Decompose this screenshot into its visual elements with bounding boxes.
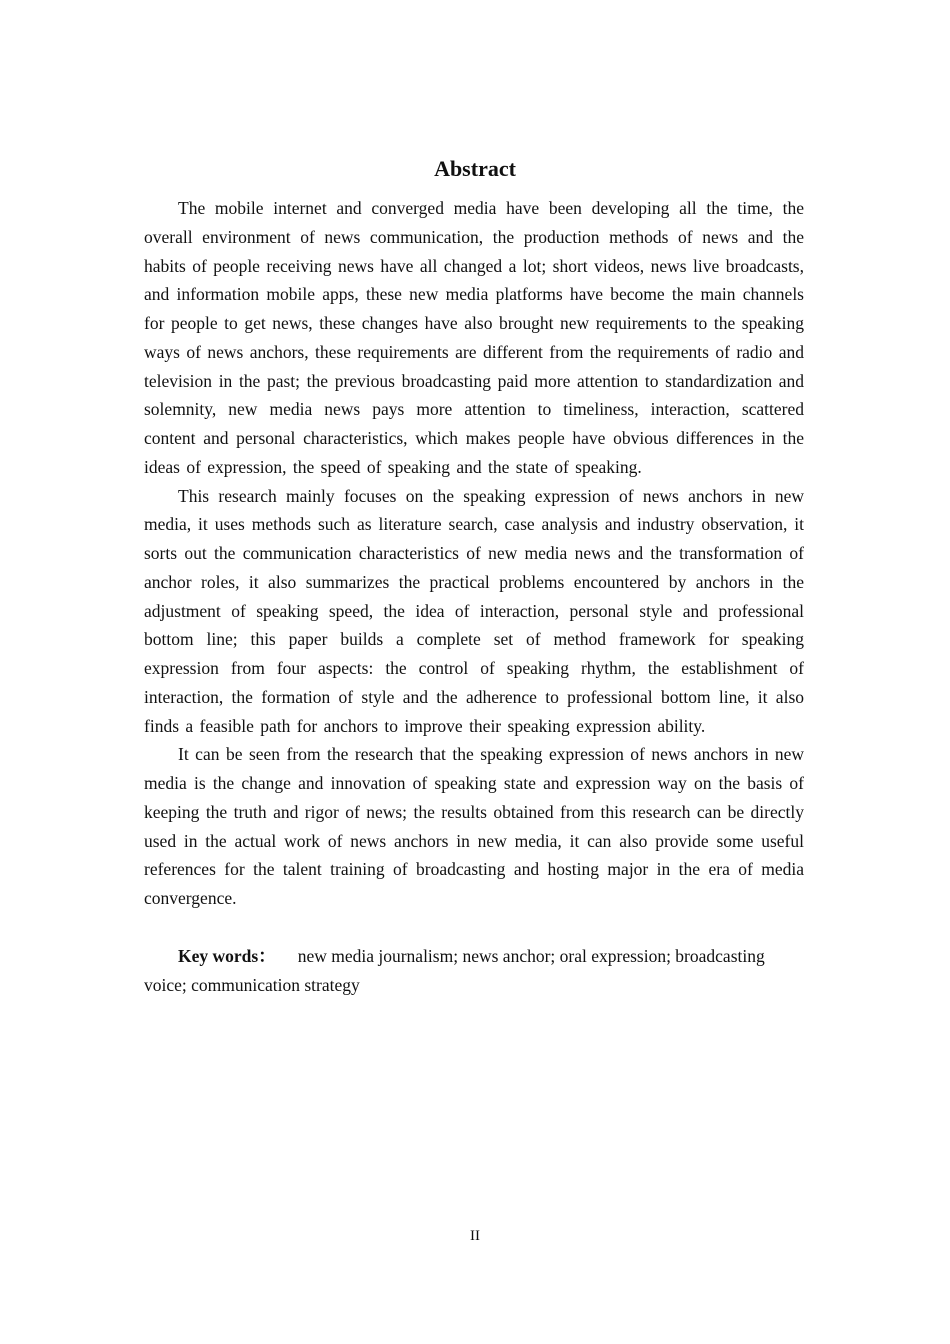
abstract-paragraph-1: The mobile internet and converged media have been developing all the time, the overall environment of news communication, the production methods of news and the habits of people receiving news have all changed a lot; short videos, news live broadcasts, and information mobile apps, these new media platforms have become the main channels for people to get news, these changes have also brought new requirements to the speaking ways of news anchors, these requirements are different from the requirements of radio and television in the past; the previous broadcasting paid more attention to standardization and solemnity, new media news pays more attention to timeliness, interaction, scattered content and personal characteristics, which makes people have obvious differences in the ideas of expression, the speed of speaking and the state of speaking. [144,198,804,477]
abstract-title: Abstract [434,156,516,181]
abstract-body [144,194,804,999]
abstract-paragraph-3: It can be seen from the research that the speaking expression of news anchors in new media is the change and innovation of speaking state and expression way on the basis of keeping the truth and rigor of news; the results obtained from this research can be directly used in the actual work of news anchors in new media, it can also provide some useful references for the talent training of broadcasting and hosting major in the era of media convergence. [144,744,804,908]
keywords-text: new media journalism; news anchor; oral expression; broadcasting voice; communication strategy [144,945,765,995]
page-number: II [470,1228,480,1244]
keywords-label: Key words： [178,945,276,966]
abstract-paragraph-2: This research mainly focuses on the speaking expression of news anchors in new media, it uses methods such as literature search, case analysis and industry observation, it sorts out the communication characteristics of new media news and the transformation of anchor roles, it also summarizes the practical problems encountered by anchors in the adjustment of speaking speed, the idea of interaction, personal style and professional bottom line; this paper builds a complete set of method framework for speaking expression from four aspects: the control of speaking rhythm, the establishment of interaction, the formation of style and the adherence to professional bottom line, it also finds a feasible path for anchors to improve their speaking expression ability. [144,485,804,736]
keywords-line [144,942,804,1000]
